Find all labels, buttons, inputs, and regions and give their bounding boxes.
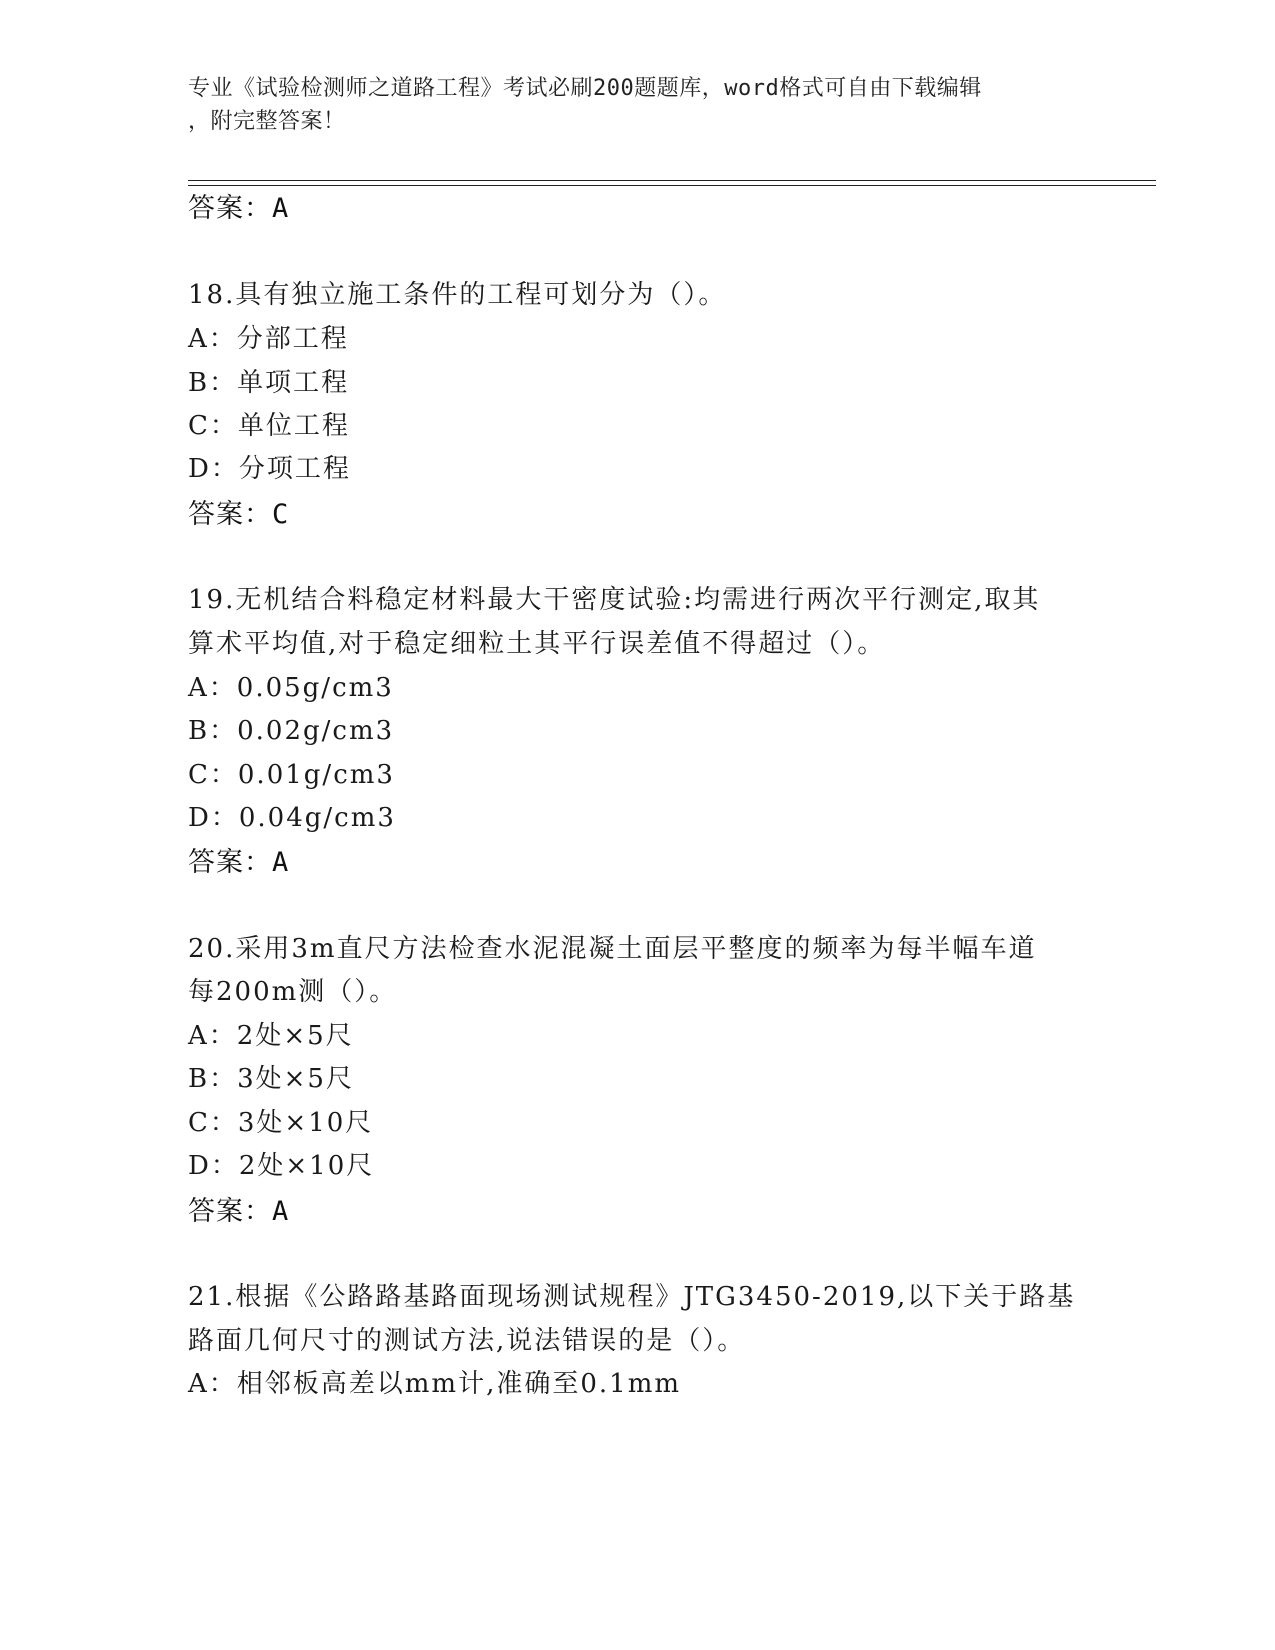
- question-21-stem-line-1: 21.根据《公路路基路面现场测试规程》JTG3450-2019,以下关于路基: [188, 1282, 1076, 1312]
- question-19-option-b: B：0.02g/cm3: [188, 716, 395, 746]
- question-20-stem-line-1: 20.采用3m直尺方法检查水泥混凝土面层平整度的频率为每半幅车道: [188, 934, 1037, 964]
- document-header: [188, 72, 1088, 138]
- question-18-stem: 18.具有独立施工条件的工程可划分为（）。: [188, 280, 727, 310]
- header-line-1: 专业《试验检测师之道路工程》考试必刷200题题库，word格式可自由下载编辑: [188, 76, 982, 101]
- question-19-stem-line-1: 19.无机结合料稳定材料最大干密度试验:均需进行两次平行测定,取其: [188, 585, 1041, 615]
- question-20-option-a: A：2处×5尺: [188, 1021, 354, 1051]
- question-19-option-d: D：0.04g/cm3: [188, 803, 396, 833]
- header-line-2: ，附完整答案！: [188, 109, 346, 134]
- question-21-stem-line-2: 路面几何尺寸的测试方法,说法错误的是（）。: [188, 1326, 746, 1356]
- question-19-option-c: C：0.01g/cm3: [188, 760, 395, 790]
- question-20-stem-line-2: 每200m测（）。: [188, 977, 398, 1007]
- question-18-answer: 答案：C: [188, 499, 290, 530]
- header-rule-top: [188, 180, 1156, 181]
- question-18-option-c: C：单位工程: [188, 411, 350, 441]
- question-18-option-a: A：分部工程: [188, 324, 349, 354]
- question-20-option-b: B：3处×5尺: [188, 1064, 354, 1094]
- question-18-option-d: D：分项工程: [188, 454, 351, 484]
- question-19-answer: 答案：A: [188, 847, 290, 878]
- question-18-option-b: B：单项工程: [188, 368, 350, 398]
- question-21-option-a: A：相邻板高差以mm计,准确至0.1mm: [188, 1369, 682, 1399]
- answer-line: 答案：A: [188, 193, 290, 224]
- question-20-option-d: D：2处×10尺: [188, 1151, 375, 1181]
- question-20-answer: 答案：A: [188, 1196, 290, 1227]
- question-19-stem-line-2: 算术平均值,对于稳定细粒土其平行误差值不得超过（）。: [188, 629, 886, 659]
- question-20-option-c: C：3处×10尺: [188, 1108, 374, 1138]
- header-rule-bottom: [188, 185, 1156, 186]
- question-19-option-a: A：0.05g/cm3: [188, 673, 394, 703]
